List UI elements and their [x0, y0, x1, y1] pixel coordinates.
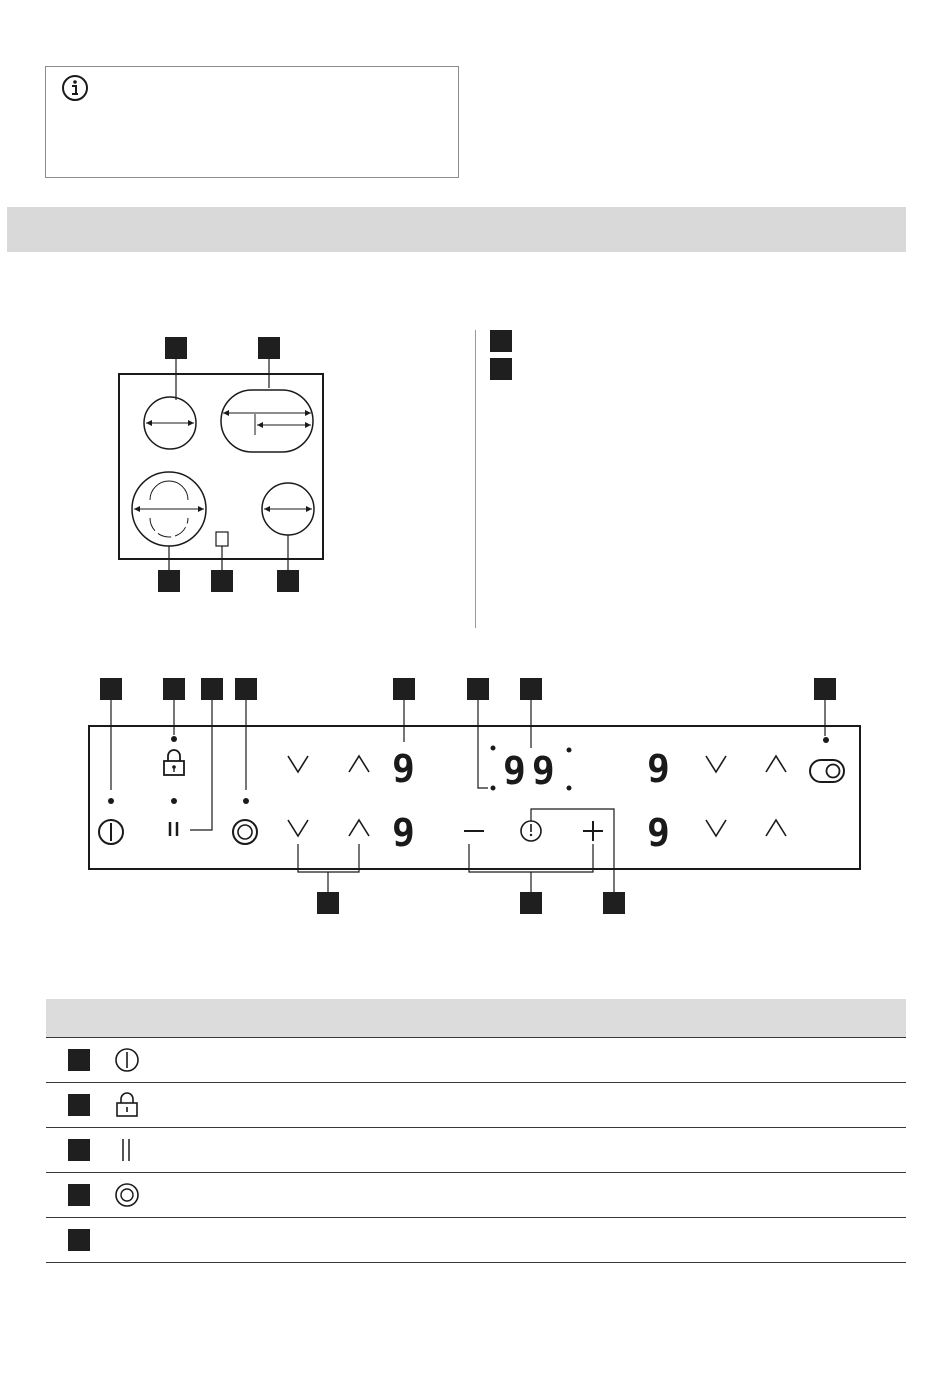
display-top-right: 9 [647, 747, 670, 791]
cooking-zone-top-left [144, 397, 196, 449]
down-arrow-icon [706, 756, 726, 772]
hob-hood-toggle-icon [810, 760, 844, 782]
table-row [46, 1173, 906, 1218]
row-number-square [68, 1139, 90, 1161]
row-number-square [68, 1049, 90, 1071]
cooking-zone-bottom-right [262, 483, 314, 535]
legend-callout-2 [490, 358, 512, 380]
callout-zone-1 [165, 337, 187, 359]
info-icon [60, 73, 90, 103]
display-bottom-right: 9 [647, 811, 670, 855]
table-header-row [46, 999, 906, 1038]
display-bottom-left: 9 [392, 811, 415, 855]
column-divider [475, 330, 476, 628]
power-icon [114, 1045, 144, 1075]
timer-icon [521, 821, 541, 841]
table-row [46, 1038, 906, 1083]
lock-icon [114, 1090, 144, 1120]
legend-callout-1 [490, 330, 512, 352]
down-arrow-icon [288, 820, 308, 836]
symbol-legend-table [46, 999, 906, 1263]
table-row [46, 1128, 906, 1173]
callout-zone-3 [158, 570, 180, 592]
callout-control-panel [211, 570, 233, 592]
row-number-square [68, 1184, 90, 1206]
timer-display: 99 [503, 749, 561, 793]
down-arrow-icon [288, 756, 308, 772]
bridge-icon [114, 1180, 144, 1210]
cooking-zone-top-right [221, 390, 313, 452]
info-note-box [45, 66, 459, 178]
hob-outline [119, 374, 323, 559]
section-heading-bar [7, 207, 906, 252]
power-icon [99, 820, 123, 844]
row-number-square [68, 1229, 90, 1251]
cooking-zone-bottom-left [132, 472, 206, 546]
row-number-square [68, 1094, 90, 1116]
control-panel-outline [89, 726, 860, 869]
display-top-left: 9 [392, 747, 415, 791]
callout-zone-2 [258, 337, 280, 359]
up-arrow-icon [349, 820, 369, 836]
table-row [46, 1218, 906, 1263]
table-row [46, 1083, 906, 1128]
plus-icon [583, 821, 603, 841]
up-arrow-icon [766, 756, 786, 772]
control-panel-marker [216, 532, 228, 546]
pause-icon [170, 822, 177, 836]
up-arrow-icon [349, 756, 369, 772]
callout-zone-4 [277, 570, 299, 592]
up-arrow-icon [766, 820, 786, 836]
down-arrow-icon [706, 820, 726, 836]
control-panel-diagram [0, 660, 950, 930]
hob-layout-diagram [100, 330, 340, 600]
pause-icon [114, 1135, 144, 1165]
lock-icon [164, 750, 184, 775]
bridge-icon [233, 820, 257, 844]
